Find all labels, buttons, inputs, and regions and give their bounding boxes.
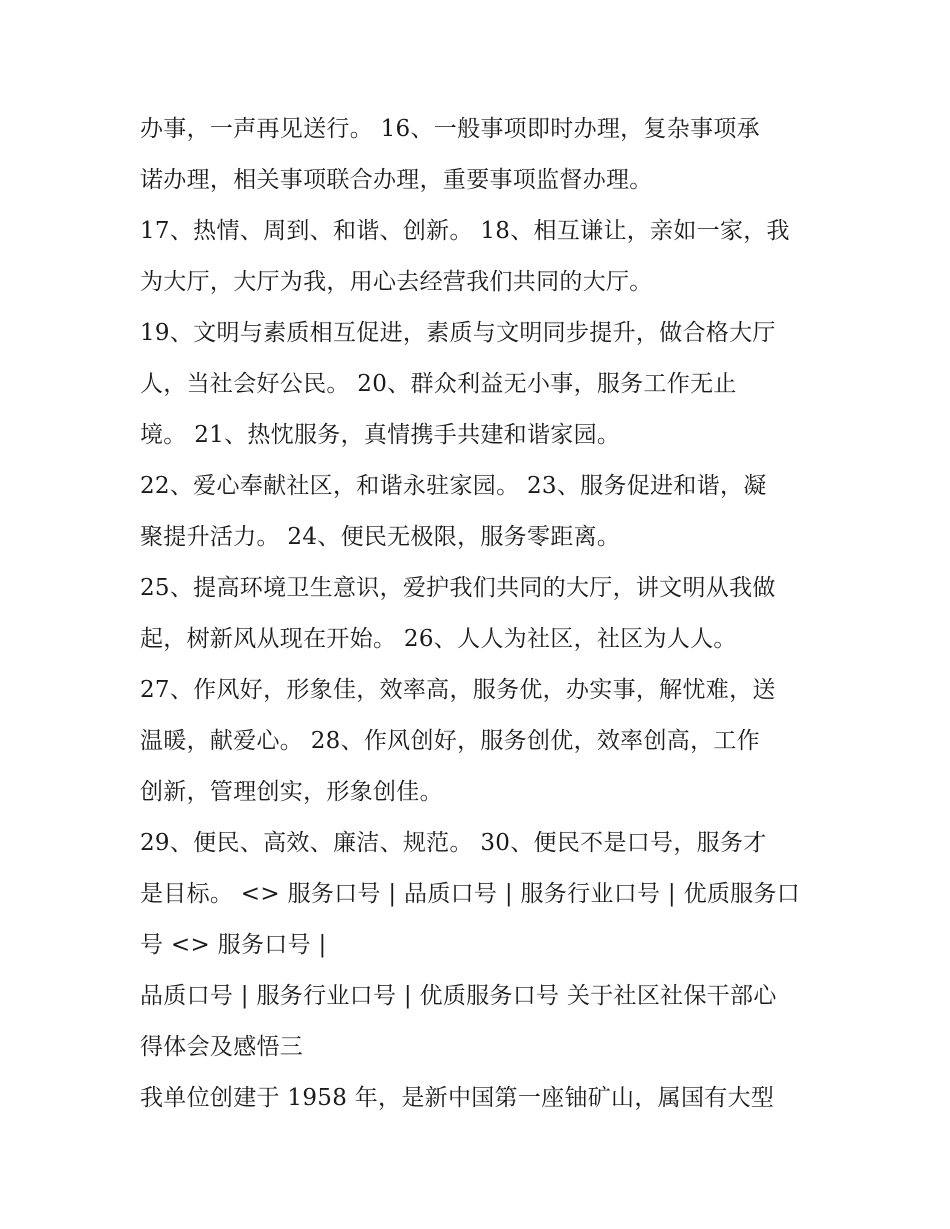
text-line: 我单位创建于 1958 年，是新中国第一座铀矿山，属国有大型 xyxy=(140,1085,775,1111)
text-line: 聚提升活力。 24、便民无极限，服务零距离。 xyxy=(140,524,621,550)
text-line: 27、作风好，形象佳，效率高，服务优，办实事，解忧难，送 xyxy=(140,677,776,703)
text-line: 创新，管理创实，形象创佳。 xyxy=(140,779,443,805)
text-line: 是目标。 <> 服务口号 | 品质口号 | 服务行业口号 | 优质服务口 xyxy=(140,881,801,907)
text-line: 诺办理，相关事项联合办理，重要事项监督办理。 xyxy=(140,167,653,193)
text-line: 19、文明与素质相互促进，素质与文明同步提升，做合格大厅 xyxy=(140,320,776,346)
text-line: 为大厅，大厅为我，用心去经营我们共同的大厅。 xyxy=(140,269,653,295)
text-line: 29、便民、高效、廉洁、规范。 30、便民不是口号，服务才 xyxy=(140,830,767,856)
text-line: 17、热情、周到、和谐、创新。 18、相互谦让，亲如一家，我 xyxy=(140,218,790,244)
text-line: 得体会及感悟三 xyxy=(140,1034,304,1060)
text-line: 品质口号 | 服务行业口号 | 优质服务口号 关于社区社保干部心 xyxy=(140,983,777,1009)
document-body xyxy=(140,104,820,1124)
text-line: 人，当社会好公民。 20、群众利益无小事，服务工作无止 xyxy=(140,371,737,397)
text-line: 22、爱心奉献社区，和谐永驻家园。 23、服务促进和谐，凝 xyxy=(140,473,767,499)
text-line: 号 <> 服务口号 | xyxy=(140,932,327,958)
text-line: 起，树新风从现在开始。 26、人人为社区，社区为人人。 xyxy=(140,626,737,652)
text-line: 境。 21、热忱服务，真情携手共建和谐家园。 xyxy=(140,422,621,448)
text-line: 办事，一声再见送行。 16、一般事项即时办理，复杂事项承 xyxy=(140,116,760,142)
text-line: 温暖，献爱心。 28、作风创好，服务创优，效率创高，工作 xyxy=(140,728,760,754)
text-line: 25、提高环境卫生意识，爱护我们共同的大厅，讲文明从我做 xyxy=(140,575,776,601)
